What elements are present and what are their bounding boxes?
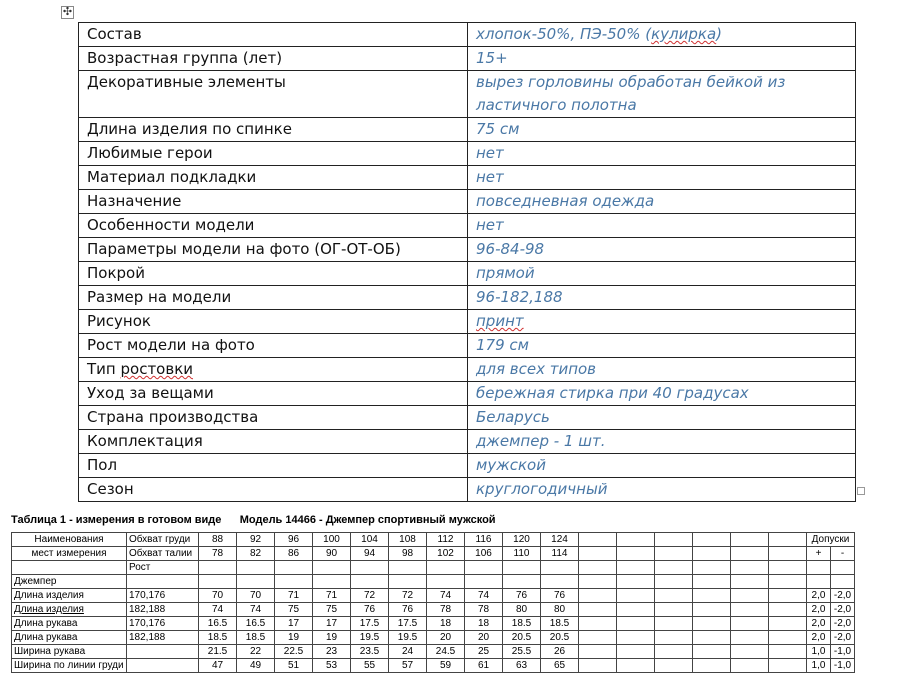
empty-cell xyxy=(617,561,655,575)
empty-cell xyxy=(655,533,693,547)
measurement-value: 25.5 xyxy=(503,645,541,659)
property-key: Пол xyxy=(79,454,468,478)
empty-cell xyxy=(275,561,313,575)
table-resize-handle[interactable] xyxy=(857,487,865,495)
tolerance-minus-value: -2,0 xyxy=(831,631,855,645)
tolerance-plus-value: 1,0 xyxy=(807,645,831,659)
property-key: Состав xyxy=(79,23,468,47)
measurement-value: 72 xyxy=(351,589,389,603)
empty-cell xyxy=(579,533,617,547)
empty-cell xyxy=(617,659,655,673)
measurement-value: 51 xyxy=(275,659,313,673)
tolerance-minus: - xyxy=(831,547,855,561)
empty-cell xyxy=(579,659,617,673)
measurement-value: 78 xyxy=(427,603,465,617)
tolerance-plus-value: 2,0 xyxy=(807,631,831,645)
property-value: 179 см xyxy=(468,334,856,358)
measurement-value: 21.5 xyxy=(199,645,237,659)
property-key: Размер на модели xyxy=(79,286,468,310)
empty-cell xyxy=(465,561,503,575)
property-key: Особенности модели xyxy=(79,214,468,238)
empty-cell xyxy=(769,547,807,561)
tolerance-plus-value: 1,0 xyxy=(807,659,831,673)
measurement-name: Ширина рукава xyxy=(12,645,127,659)
measurement-value: 74 xyxy=(237,603,275,617)
chest-size: 108 xyxy=(389,533,427,547)
empty-cell xyxy=(617,645,655,659)
empty-cell xyxy=(731,603,769,617)
table-row xyxy=(12,617,855,631)
property-row xyxy=(79,358,856,382)
property-key: Любимые герои xyxy=(79,142,468,166)
measurement-value: 24 xyxy=(389,645,427,659)
empty-cell xyxy=(769,561,807,575)
empty-cell xyxy=(427,561,465,575)
empty-cell xyxy=(389,561,427,575)
empty-cell xyxy=(731,645,769,659)
measurement-value: 53 xyxy=(313,659,351,673)
empty-cell xyxy=(579,547,617,561)
table-row xyxy=(12,603,855,617)
empty-cell xyxy=(693,561,731,575)
property-row xyxy=(79,238,856,262)
empty-cell xyxy=(655,603,693,617)
property-key: Уход за вещами xyxy=(79,382,468,406)
empty-cell xyxy=(579,645,617,659)
property-value: джемпер - 1 шт. xyxy=(468,430,856,454)
empty-cell xyxy=(693,645,731,659)
measurement-value: 18.5 xyxy=(503,617,541,631)
property-key: Рост модели на фото xyxy=(79,334,468,358)
empty-cell xyxy=(807,575,831,589)
empty-cell xyxy=(693,631,731,645)
name-header: Наименования xyxy=(12,533,127,547)
empty-cell xyxy=(731,589,769,603)
measurement-value: 18.5 xyxy=(199,631,237,645)
tolerance-minus-value: -2,0 xyxy=(831,603,855,617)
table-row xyxy=(12,533,855,547)
property-row xyxy=(79,214,856,238)
empty-cell xyxy=(731,659,769,673)
spell-marked-word: кулирка xyxy=(651,25,717,43)
empty-cell xyxy=(831,561,855,575)
measurement-value: 19 xyxy=(313,631,351,645)
property-row xyxy=(79,190,856,214)
measurement-value: 18.5 xyxy=(237,631,275,645)
empty-cell xyxy=(731,631,769,645)
empty-cell xyxy=(769,645,807,659)
property-value: нет xyxy=(468,166,856,190)
empty-cell xyxy=(769,659,807,673)
empty-cell xyxy=(731,533,769,547)
measurement-value: 78 xyxy=(465,603,503,617)
measurement-value: 16.5 xyxy=(199,617,237,631)
measurement-value: 23 xyxy=(313,645,351,659)
empty-cell xyxy=(693,617,731,631)
height-label: Рост xyxy=(127,561,199,575)
measurement-value: 17 xyxy=(313,617,351,631)
waist-size: 78 xyxy=(199,547,237,561)
property-key: Комплектация xyxy=(79,430,468,454)
table-row xyxy=(12,575,855,589)
measurement-value: 75 xyxy=(313,603,351,617)
tolerance-minus-value: -1,0 xyxy=(831,645,855,659)
measurement-value: 23.5 xyxy=(351,645,389,659)
empty-cell xyxy=(275,575,313,589)
measurement-name: Длина изделия xyxy=(12,603,127,617)
empty-cell xyxy=(427,575,465,589)
waist-size: 106 xyxy=(465,547,503,561)
empty-cell xyxy=(807,561,831,575)
property-row xyxy=(79,334,856,358)
measurement-height: 182,188 xyxy=(127,631,199,645)
property-row xyxy=(79,286,856,310)
measurement-value: 20.5 xyxy=(541,631,579,645)
measurement-value: 75 xyxy=(275,603,313,617)
property-row xyxy=(79,454,856,478)
measurement-value: 71 xyxy=(275,589,313,603)
waist-size: 94 xyxy=(351,547,389,561)
measurement-value: 18 xyxy=(465,617,503,631)
empty-cell xyxy=(769,533,807,547)
empty-cell xyxy=(731,561,769,575)
property-row xyxy=(79,142,856,166)
measurement-value: 74 xyxy=(465,589,503,603)
empty-cell xyxy=(617,589,655,603)
measurement-value: 19.5 xyxy=(351,631,389,645)
tolerance-header: Допуски xyxy=(807,533,855,547)
measurement-name: Длина рукава xyxy=(12,617,127,631)
chest-size: 100 xyxy=(313,533,351,547)
empty-cell xyxy=(199,561,237,575)
tolerance-minus-value: -1,0 xyxy=(831,659,855,673)
property-row xyxy=(79,23,856,47)
empty-cell xyxy=(655,547,693,561)
empty-cell xyxy=(351,561,389,575)
empty-cell xyxy=(769,617,807,631)
measurement-value: 70 xyxy=(199,589,237,603)
property-value: вырез горловины обработан бейкой из ластичного полотна xyxy=(468,71,856,118)
measurement-value: 76 xyxy=(541,589,579,603)
measurement-value: 25 xyxy=(465,645,503,659)
property-key: Страна производства xyxy=(79,406,468,430)
spell-marked-word: ростовки xyxy=(120,360,194,378)
tolerance-minus-value: -2,0 xyxy=(831,589,855,603)
property-value: 96-182,188 xyxy=(468,286,856,310)
chest-size: 124 xyxy=(541,533,579,547)
chest-label: Обхват груди xyxy=(127,533,199,547)
measurement-value: 76 xyxy=(389,603,427,617)
property-key: Тип ростовки xyxy=(79,358,468,382)
property-value xyxy=(468,310,856,334)
measurement-value: 57 xyxy=(389,659,427,673)
empty-cell xyxy=(389,575,427,589)
property-key: Назначение xyxy=(79,190,468,214)
chest-size: 92 xyxy=(237,533,275,547)
measurement-value: 20 xyxy=(427,631,465,645)
measurement-value: 65 xyxy=(541,659,579,673)
empty-cell xyxy=(831,575,855,589)
measurement-value: 20.5 xyxy=(503,631,541,645)
measurements-table xyxy=(11,532,855,673)
empty-cell xyxy=(769,631,807,645)
property-value: повседневная одежда xyxy=(468,190,856,214)
property-value: Беларусь xyxy=(468,406,856,430)
measurement-value: 47 xyxy=(199,659,237,673)
empty-cell xyxy=(503,561,541,575)
table-move-icon[interactable]: ✣ xyxy=(62,6,73,18)
table-row xyxy=(12,589,855,603)
empty-cell xyxy=(769,603,807,617)
measurement-value: 74 xyxy=(427,589,465,603)
empty-cell xyxy=(617,533,655,547)
empty-cell xyxy=(655,645,693,659)
property-key: Возрастная группа (лет) xyxy=(79,47,468,71)
measurements-caption: Таблица 1 - измерения в готовом виде Модель 14466 - Джемпер спортивный мужской xyxy=(11,514,496,526)
tolerance-plus-value: 2,0 xyxy=(807,617,831,631)
property-row xyxy=(79,310,856,334)
waist-size: 98 xyxy=(389,547,427,561)
property-key: Длина изделия по спинке xyxy=(79,118,468,142)
measurement-name: Ширина по линии груди xyxy=(12,659,127,673)
chest-size: 112 xyxy=(427,533,465,547)
spell-marked-word: принт xyxy=(476,312,524,330)
measurement-value: 63 xyxy=(503,659,541,673)
table-row xyxy=(12,659,855,673)
chest-size: 96 xyxy=(275,533,313,547)
property-row xyxy=(79,430,856,454)
empty-cell xyxy=(541,561,579,575)
measurement-value: 76 xyxy=(351,603,389,617)
empty-cell xyxy=(579,617,617,631)
tolerance-plus-value: 2,0 xyxy=(807,589,831,603)
measurement-value: 16.5 xyxy=(237,617,275,631)
empty-cell xyxy=(579,575,617,589)
waist-size: 90 xyxy=(313,547,351,561)
property-value: нет xyxy=(468,142,856,166)
measurement-value: 61 xyxy=(465,659,503,673)
property-value: 75 см xyxy=(468,118,856,142)
empty-cell xyxy=(579,561,617,575)
chest-size: 120 xyxy=(503,533,541,547)
waist-size: 114 xyxy=(541,547,579,561)
measurement-value: 24.5 xyxy=(427,645,465,659)
property-value: 15+ xyxy=(468,47,856,71)
product-label: Джемпер xyxy=(12,575,127,589)
waist-size: 110 xyxy=(503,547,541,561)
property-key: Материал подкладки xyxy=(79,166,468,190)
measurement-value: 17.5 xyxy=(389,617,427,631)
measurement-height xyxy=(127,645,199,659)
product-properties-table xyxy=(78,22,856,502)
measurement-name: Длина изделия xyxy=(12,589,127,603)
measurement-value: 59 xyxy=(427,659,465,673)
empty-cell xyxy=(579,631,617,645)
waist-size: 86 xyxy=(275,547,313,561)
tolerance-plus: + xyxy=(807,547,831,561)
table-row xyxy=(12,547,855,561)
measurement-value: 80 xyxy=(503,603,541,617)
measurement-value: 49 xyxy=(237,659,275,673)
empty-cell xyxy=(655,589,693,603)
waist-label: Обхват талии xyxy=(127,547,199,561)
property-value: для всех типов xyxy=(468,358,856,382)
measurement-value: 22.5 xyxy=(275,645,313,659)
property-row xyxy=(79,47,856,71)
empty-cell xyxy=(541,575,579,589)
chest-size: 104 xyxy=(351,533,389,547)
empty-cell xyxy=(693,533,731,547)
measurement-height: 182,188 xyxy=(127,603,199,617)
empty-cell xyxy=(731,575,769,589)
property-value: нет xyxy=(468,214,856,238)
empty-cell xyxy=(731,617,769,631)
measurement-value: 22 xyxy=(237,645,275,659)
measurement-value: 26 xyxy=(541,645,579,659)
measurement-value: 70 xyxy=(237,589,275,603)
property-row xyxy=(79,262,856,286)
property-key: Декоративные элементы xyxy=(79,71,468,118)
property-key: Параметры модели на фото (ОГ-ОТ-ОБ) xyxy=(79,238,468,262)
measurement-value: 71 xyxy=(313,589,351,603)
empty-cell xyxy=(655,659,693,673)
empty-cell xyxy=(693,547,731,561)
empty-cell xyxy=(127,575,199,589)
empty-cell xyxy=(693,575,731,589)
property-value: мужской xyxy=(468,454,856,478)
measurement-value: 76 xyxy=(503,589,541,603)
empty-cell xyxy=(617,631,655,645)
measurement-height: 170,176 xyxy=(127,589,199,603)
measurement-value: 55 xyxy=(351,659,389,673)
property-value: круглогодичный xyxy=(468,478,856,502)
property-row xyxy=(79,406,856,430)
empty-cell xyxy=(731,547,769,561)
waist-size: 102 xyxy=(427,547,465,561)
measurement-value: 19.5 xyxy=(389,631,427,645)
measurement-value: 18 xyxy=(427,617,465,631)
measurement-name: Длина рукава xyxy=(12,631,127,645)
empty-cell xyxy=(655,617,693,631)
property-key: Рисунок xyxy=(79,310,468,334)
measurement-height: 170,176 xyxy=(127,617,199,631)
property-value: прямой xyxy=(468,262,856,286)
empty-cell xyxy=(351,575,389,589)
measurement-value: 80 xyxy=(541,603,579,617)
empty-cell xyxy=(503,575,541,589)
empty-cell xyxy=(655,631,693,645)
property-key: Покрой xyxy=(79,262,468,286)
empty-cell xyxy=(579,589,617,603)
empty-cell xyxy=(655,575,693,589)
property-value: бережная стирка при 40 градусах xyxy=(468,382,856,406)
empty-cell xyxy=(617,547,655,561)
measurement-value: 17 xyxy=(275,617,313,631)
empty-cell xyxy=(655,561,693,575)
name-header: мест измерения xyxy=(12,547,127,561)
tolerance-minus-value: -2,0 xyxy=(831,617,855,631)
measurement-value: 20 xyxy=(465,631,503,645)
empty-cell xyxy=(313,575,351,589)
chest-size: 88 xyxy=(199,533,237,547)
empty-cell xyxy=(579,603,617,617)
empty-cell xyxy=(617,575,655,589)
table-row xyxy=(12,631,855,645)
property-row xyxy=(79,382,856,406)
property-value: хлопок-50%, ПЭ-50% (кулирка) xyxy=(468,23,856,47)
empty-cell xyxy=(617,617,655,631)
measurement-value: 17.5 xyxy=(351,617,389,631)
empty-cell xyxy=(313,561,351,575)
empty-cell xyxy=(693,589,731,603)
empty-cell xyxy=(693,659,731,673)
property-row xyxy=(79,478,856,502)
empty-cell xyxy=(237,575,275,589)
property-row xyxy=(79,118,856,142)
empty-cell xyxy=(12,561,127,575)
tolerance-plus-value: 2,0 xyxy=(807,603,831,617)
empty-cell xyxy=(617,603,655,617)
empty-cell xyxy=(693,603,731,617)
measurement-value: 74 xyxy=(199,603,237,617)
table-row xyxy=(12,645,855,659)
property-row xyxy=(79,71,856,118)
measurement-value: 19 xyxy=(275,631,313,645)
empty-cell xyxy=(199,575,237,589)
table-row xyxy=(12,561,855,575)
empty-cell xyxy=(237,561,275,575)
empty-cell xyxy=(465,575,503,589)
measurement-value: 18.5 xyxy=(541,617,579,631)
empty-cell xyxy=(769,575,807,589)
empty-cell xyxy=(769,589,807,603)
property-value: 96-84-98 xyxy=(468,238,856,262)
waist-size: 82 xyxy=(237,547,275,561)
chest-size: 116 xyxy=(465,533,503,547)
measurement-height xyxy=(127,659,199,673)
property-row xyxy=(79,166,856,190)
measurement-value: 72 xyxy=(389,589,427,603)
property-key: Сезон xyxy=(79,478,468,502)
